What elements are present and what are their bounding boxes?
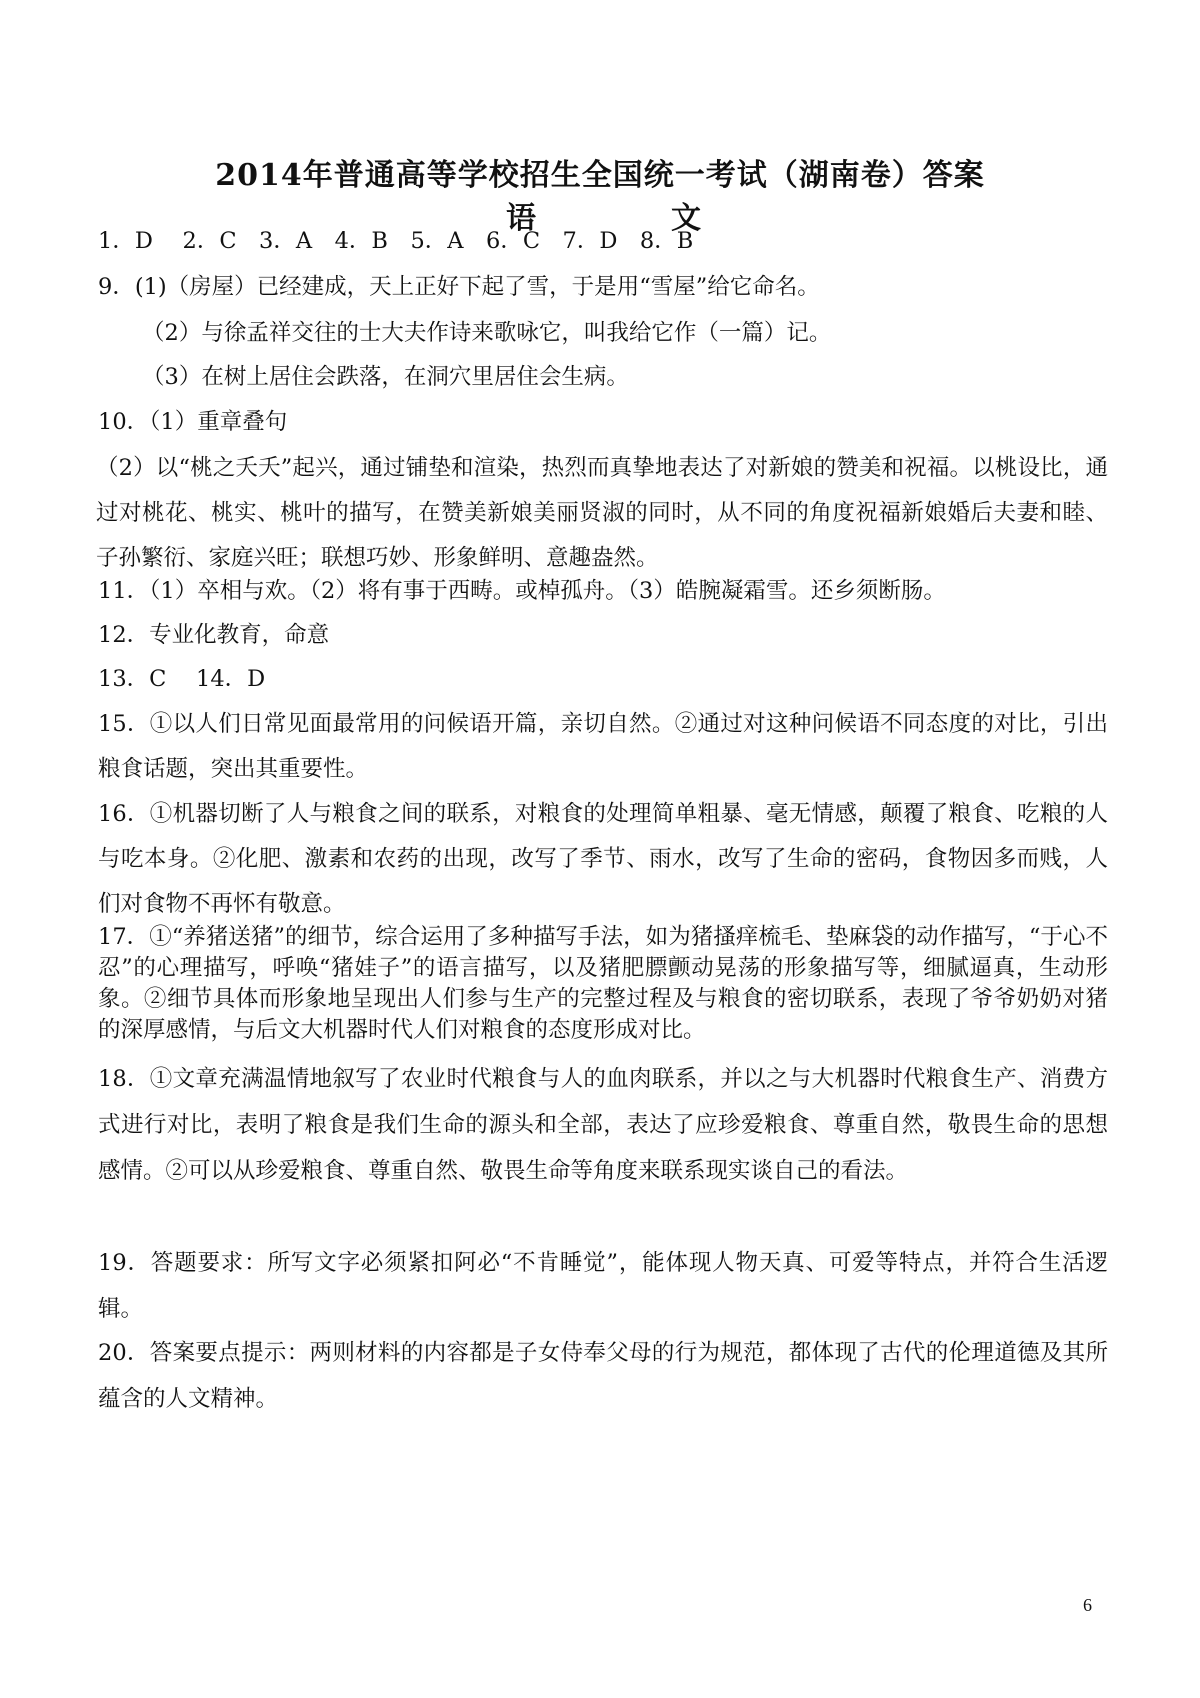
answer-q18: 18．①文章充满温情地叙写了农业时代粮食与人的血肉联系，并以之与大机器时代粮食生产、消费方式进行对比，表明了粮食是我们生命的源头和全部，表达了应珍爱粮食、尊重自然，敬畏生命的思想感情。②可以从珍爱粮食、尊重自然、敬畏生命等角度来联系现实谈自己的看法。 — [98, 1066, 1108, 1184]
answer-q10-1: 10．（1）重章叠句 — [98, 409, 288, 435]
answer-q13-14: 13．C 14．D — [98, 666, 266, 692]
subject-char-2: 文 — [671, 201, 701, 236]
answer-q12: 12．专业化教育，命意 — [98, 622, 330, 648]
answer-q9-3: （3）在树上居住会跌落，在洞穴里居住会生病。 — [142, 364, 629, 390]
answer-q9-1: 9．(1)（房屋）已经建成，天上正好下起了雪，于是用“雪屋”给它命名。 — [98, 274, 820, 300]
answer-q11: 11．（1）卒相与欢。（2）将有事于西畴。或棹孤舟。（3）皓腕凝霜雪。还乡须断肠。 — [98, 578, 946, 604]
answer-q19: 19．答题要求：所写文字必须紧扣阿必“不肯睡觉”，能体现人物天真、可爱等特点，并符合生活逻辑。 — [98, 1250, 1108, 1322]
answer-q10-2: （2）以“桃之夭夭”起兴，通过铺垫和渲染，热烈而真挚地表达了对新娘的赞美和祝福。以桃设比，通过对桃花、桃实、桃叶的描写，在赞美新娘美丽贤淑的同时，从不同的角度祝福新娘婚后夫妻和睦、子孙繁衍、家庭兴旺；联想巧妙、形象鲜明、意趣盎然。 — [96, 455, 1108, 571]
page-number: 6 — [1083, 1595, 1092, 1615]
subject-char-1: 语 — [506, 201, 536, 236]
answer-q15: 15．①以人们日常见面最常用的问候语开篇，亲切自然。②通过对这种问候语不同态度的对比，引出粮食话题，突出其重要性。 — [98, 711, 1108, 782]
page-title: 2014年普通高等学校招生全国统一考试（湖南卷）答案 — [215, 158, 985, 193]
answer-q1-8: 1．D 2．C 3．A 4．B 5．A 6．C 7．D 8．B — [98, 228, 694, 254]
answer-q16: 16．①机器切断了人与粮食之间的联系，对粮食的处理简单粗暴、毫无情感，颠覆了粮食、吃粮的人与吃本身。②化肥、激素和农药的出现，改写了季节、雨水，改写了生命的密码，食物因多而贱，人们对食物不再怀有敬意。 — [98, 801, 1108, 917]
answer-q9-2: （2）与徐孟祥交往的士大夫作诗来歌咏它，叫我给它作（一篇）记。 — [142, 320, 832, 346]
answer-q20: 20．答案要点提示：两则材料的内容都是子女侍奉父母的行为规范，都体现了古代的伦理道德及其所蕴含的人文精神。 — [98, 1340, 1108, 1412]
answer-q17: 17．①“养猪送猪”的细节，综合运用了多种描写手法，如为猪搔痒梳毛、垫麻袋的动作描写，“于心不忍”的心理描写，呼唤“猪娃子”的语言描写，以及猪肥膘颤动晃荡的形象描写等，细腻逼真，生动形象。②细节具体而形象地呈现出人们参与生产的完整过程及与粮食的密切联系，表现了爷爷奶奶对猪的深厚感情，与后文大机器时代人们对粮食的态度形成对比。 — [98, 924, 1108, 1043]
